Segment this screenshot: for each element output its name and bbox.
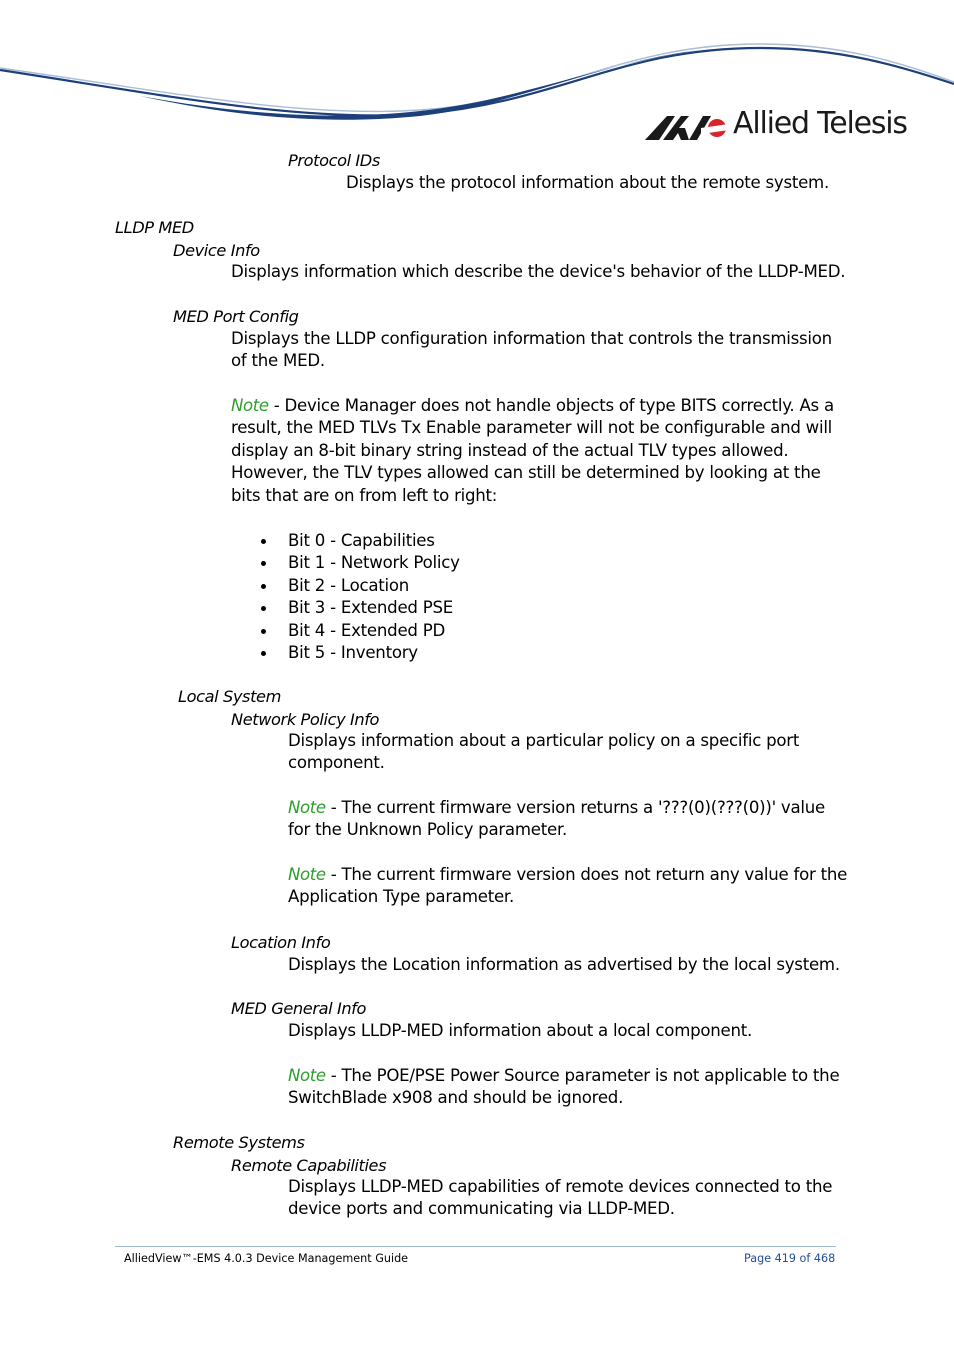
heading-location-info: Location Info [231, 933, 331, 952]
note-text: - The current firmware version does not return any value for the Application Type parameter. [288, 865, 848, 907]
desc-network-policy-info: Displays information about a particular policy on a specific port component. [288, 731, 800, 773]
footer-divider [115, 1246, 836, 1247]
bullet-icon [261, 651, 266, 656]
list-item: Bit 3 - Extended PSE [261, 597, 460, 619]
note-unknown-policy [288, 797, 848, 842]
heading-remote-systems: Remote Systems [173, 1133, 305, 1152]
list-item: Bit 2 - Location [261, 575, 460, 597]
heading-local-system: Local System [178, 687, 281, 706]
bullet-icon [261, 584, 266, 589]
heading-device-info: Device Info [173, 241, 260, 260]
bullet-icon [261, 606, 266, 611]
desc-device-info: Displays information which describe the device's behavior of the LLDP-MED. [231, 262, 846, 281]
desc-protocol-ids: Displays the protocol information about the remote system. [346, 173, 829, 192]
bullet-icon [261, 561, 266, 566]
list-item: Bit 4 - Extended PD [261, 620, 460, 642]
note-label: Note [288, 798, 326, 817]
heading-network-policy-info: Network Policy Info [231, 710, 380, 729]
heading-lldp-med: LLDP MED [115, 218, 194, 237]
note-text: - Device Manager does not handle objects of type BITS correctly. As a result, the MED TLVs Tx Enable parameter will not be configurable and will display an 8-bit binary string instead of the actual TLV types allowed. However, the TLV types allowed can still be determined by looking at the bits that are on from left to right: [231, 396, 834, 505]
heading-med-general-info: MED General Info [231, 999, 366, 1018]
list-item: Bit 5 - Inventory [261, 642, 460, 664]
list-item: Bit 0 - Capabilities [261, 530, 460, 552]
note-label: Note [288, 1066, 326, 1085]
footer-title: AlliedView™-EMS 4.0.3 Device Management Guide [124, 1252, 409, 1265]
note-label: Note [288, 865, 326, 884]
list-item: Bit 1 - Network Policy [261, 552, 460, 574]
allied-telesis-logo-icon [645, 112, 729, 146]
desc-remote-capabilities: Displays LLDP-MED capabilities of remote devices connected to the device ports and communicating via LLDP-MED. [288, 1177, 833, 1219]
desc-med-general-info: Displays LLDP-MED information about a local component. [288, 1021, 753, 1040]
note-text: - The POE/PSE Power Source parameter is not applicable to the SwitchBlade x908 and should be ignored. [288, 1066, 840, 1108]
note-text: - The current firmware version returns a '???(0)(???(0))' value for the Unknown Policy parameter. [288, 798, 826, 840]
heading-remote-capabilities: Remote Capabilities [231, 1156, 387, 1175]
note-application-type [288, 864, 848, 909]
bullet-icon [261, 629, 266, 634]
heading-med-port-config: MED Port Config [173, 307, 299, 326]
page-number: Page 419 of 468 [744, 1252, 836, 1265]
desc-location-info: Displays the Location information as advertised by the local system. [288, 955, 840, 974]
bullet-icon [261, 539, 266, 544]
bits-list [261, 530, 460, 664]
note-poe-pse [288, 1065, 848, 1110]
desc-med-port-config: Displays the LLDP configuration information that controls the transmission of the MED. [231, 329, 832, 371]
note-label: Note [231, 396, 269, 415]
note-med-port-config [231, 395, 841, 507]
heading-protocol-ids: Protocol IDs [288, 151, 380, 170]
brand-name: Allied Telesis [733, 106, 907, 141]
